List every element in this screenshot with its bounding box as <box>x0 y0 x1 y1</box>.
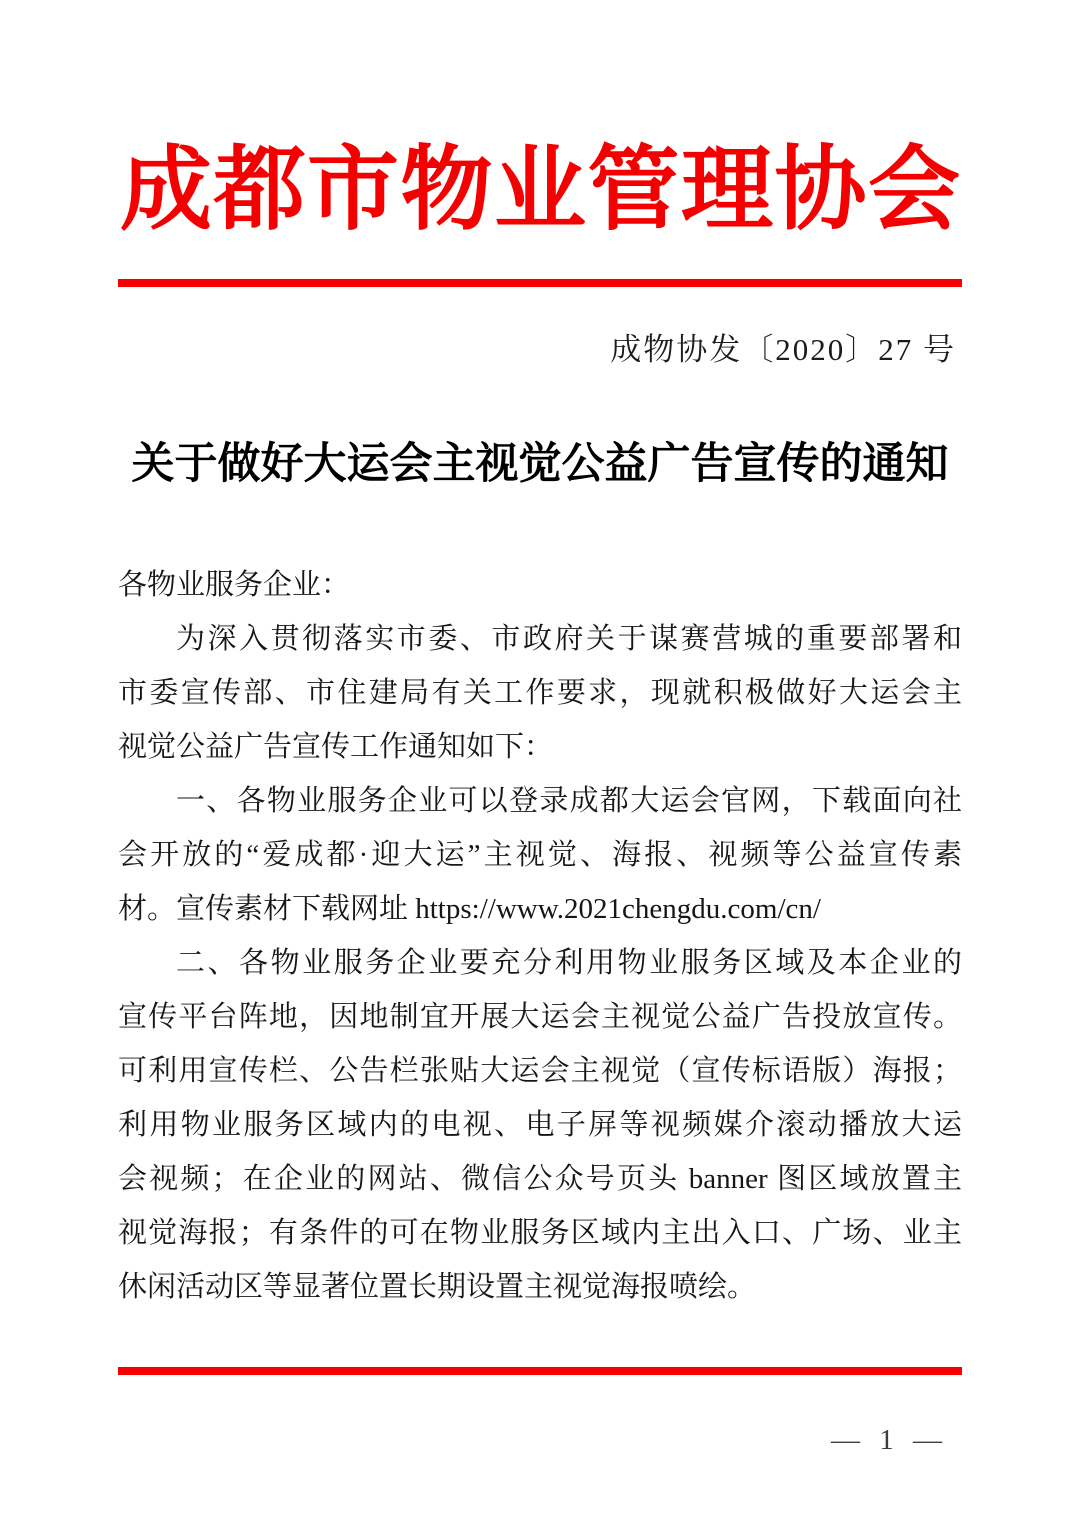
body-line-with-url: 材。宣传素材下载网址 https://www.2021chengdu.com/cn/ <box>118 893 821 925</box>
footer-double-red-rule <box>118 1367 962 1375</box>
body-line: 会开放的“爱成都·迎大运”主视觉、海报、视频等公益宣传素 <box>118 839 962 871</box>
body-line: 休闲活动区等显著位置长期设置主视觉海报喷绘。 <box>118 1271 757 1303</box>
body-line: 市委宣传部、市住建局有关工作要求，现就积极做好大运会主 <box>118 677 962 709</box>
body-line: 为深入贯彻落实市委、市政府关于谋赛营城的重要部署和 <box>176 623 962 655</box>
body-line: 视觉公益广告宣传工作通知如下： <box>118 731 554 763</box>
salutation-line: 各物业服务企业： <box>118 569 351 601</box>
org-masthead-title: 成都市物业管理协会 <box>120 139 960 241</box>
body-line: 会视频；在企业的网站、微信公众号页头 banner 图区域放置主 <box>118 1163 962 1195</box>
body-line: 宣传平台阵地，因地制宜开展大运会主视觉公益广告投放宣传。 <box>118 1001 962 1033</box>
body-line-item-two: 二、各物业服务企业要充分利用物业服务区域及本企业的 <box>176 947 962 979</box>
page-number: — 1 — <box>831 1424 948 1456</box>
header-double-red-rule <box>118 279 962 287</box>
body-line: 利用物业服务区域内的电视、电子屏等视频媒介滚动播放大运 <box>118 1109 962 1141</box>
doc-body <box>118 558 962 1314</box>
body-line: 视觉海报；有条件的可在物业服务区域内主出入口、广场、业主 <box>118 1217 962 1249</box>
doc-reference-number: 成物协发〔2020〕27 号 <box>610 332 956 367</box>
body-line: 可利用宣传栏、公告栏张贴大运会主视觉（宣传标语版）海报； <box>118 1055 962 1087</box>
body-line-item-one: 一、各物业服务企业可以登录成都大运会官网，下载面向社 <box>176 785 962 817</box>
doc-title: 关于做好大运会主视觉公益广告宣传的通知 <box>131 441 949 488</box>
